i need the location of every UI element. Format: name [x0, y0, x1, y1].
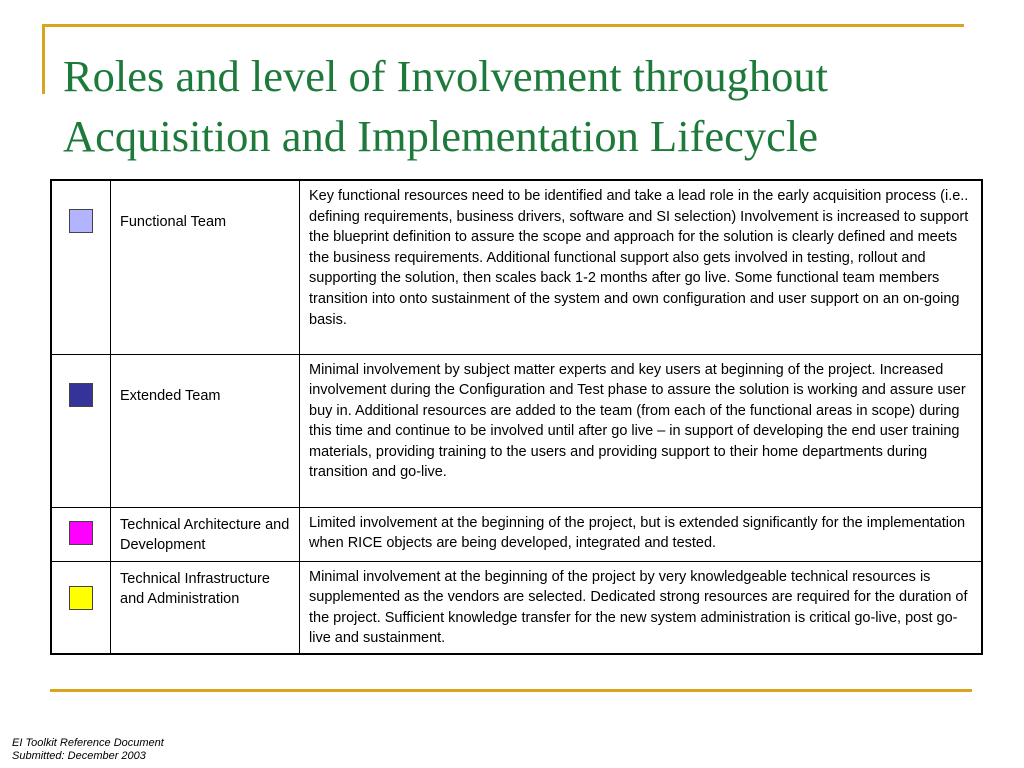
- swatch-cell: [51, 507, 111, 561]
- technical-infrastructure-color-swatch: [69, 586, 93, 610]
- technical-architecture-color-swatch: [69, 521, 93, 545]
- bottom-accent-line: [50, 689, 972, 692]
- team-cell: [111, 354, 300, 507]
- swatch-cell: [51, 180, 111, 354]
- swatch-cell: [51, 561, 111, 654]
- table-row: [51, 180, 982, 354]
- extended-team-color-swatch: [69, 383, 93, 407]
- team-name: Extended Team: [120, 387, 221, 404]
- top-accent-line: [42, 24, 964, 27]
- left-accent-line: [42, 24, 45, 94]
- team-cell: [111, 561, 300, 654]
- team-name: Functional Team: [120, 214, 227, 230]
- table-row: [51, 561, 982, 654]
- footer: [12, 737, 164, 763]
- footer-submitted-date: Submitted: December 2003: [12, 750, 146, 762]
- team-name: Technical Architecture and Development: [120, 516, 290, 554]
- functional-team-color-swatch: [69, 209, 93, 233]
- table-row: [51, 507, 982, 561]
- table-row: [51, 354, 982, 507]
- team-cell: [111, 507, 300, 561]
- role-description: Limited involvement at the beginning of the project, but is extended significantly for the implementation when RICE objects are being developed, integrated and tested.: [309, 514, 966, 552]
- footer-document-name: EI Toolkit Reference Document: [12, 737, 164, 749]
- roles-table: [50, 179, 983, 655]
- swatch-cell: [51, 354, 111, 507]
- slide-title: Roles and level of Involvement throughout Acquisition and Implementation Lifecycle: [63, 51, 828, 161]
- description-cell: [300, 180, 983, 354]
- team-name: Technical Infrastructure and Administration: [120, 570, 270, 608]
- role-description: Key functional resources need to be identified and take a lead role in the early acquisition process (i.e.. defining requirements, business drivers, software and SI selection) Involvement is increased to support the blueprint definition to assure the scope and approach for the solution is clearly defined and meets the business requirements. Additional functional support also gets involved in testing, rollout and supporting the solution, then scales back 1-2 months after go live. Some functional team members transition into onto sustainment of the system and own configuration and user support on an on-going basis.: [309, 188, 969, 328]
- description-cell: [300, 561, 983, 654]
- description-cell: [300, 354, 983, 507]
- role-description: Minimal involvement by subject matter experts and key users at beginning of the project. Increased involvement during the Configuration and Test phase to assure the solution is working and assure user buy in. Additional resources are added to the team (from each of the functional areas in scope) during this time and continue to be involved until after go live – in support of developing the end user training materials, providing training to the users and providing support to their home departments during transition and go-live.: [309, 361, 966, 481]
- team-cell: [111, 180, 300, 354]
- role-description: Minimal involvement at the beginning of the project by very knowledgeable technical resources is supplemented as the vendors are selected. Dedicated strong resources are required for the duration of the project. Sufficient knowledge transfer for the new system administration is critical go-live, post go-live and sustainment.: [309, 568, 968, 647]
- description-cell: [300, 507, 983, 561]
